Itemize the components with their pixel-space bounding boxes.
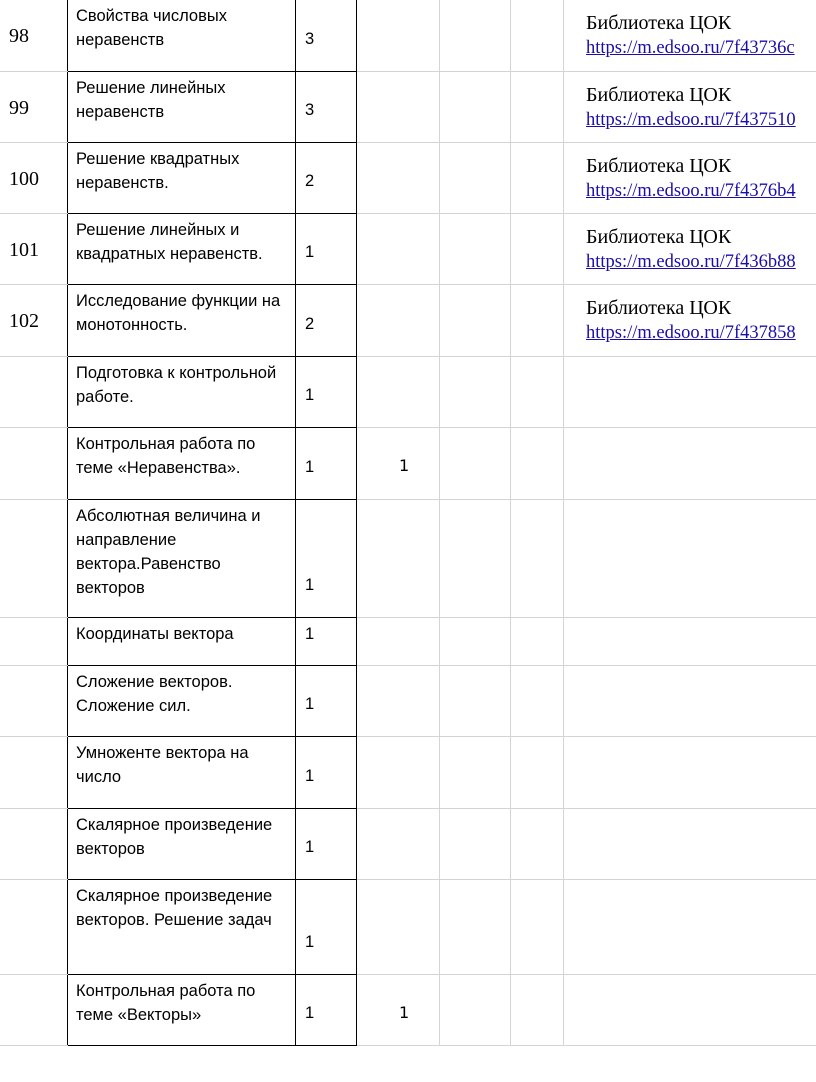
lesson-hours-cell xyxy=(296,880,357,975)
practical-works-cell xyxy=(440,975,511,1046)
lesson-hours: 1 xyxy=(305,933,315,951)
control-works-cell xyxy=(357,975,440,1046)
date-cell xyxy=(511,72,564,143)
resource-link[interactable]: https://m.edsoo.ru/7f43736c xyxy=(586,38,795,58)
resource-title xyxy=(564,666,816,676)
resource-title: Библиотека ЦОК xyxy=(586,84,732,106)
lesson-number xyxy=(0,618,67,643)
lesson-hours: 2 xyxy=(305,315,315,333)
lesson-topic: Контрольная работа по теме «Неравенства». xyxy=(76,435,256,477)
practical-works-cell xyxy=(440,0,511,72)
resource-link[interactable]: https://m.edsoo.ru/7f437510 xyxy=(586,110,796,130)
practical-works-cell xyxy=(440,357,511,428)
lesson-hours-cell xyxy=(296,500,357,618)
date-cell xyxy=(511,357,564,428)
table-row xyxy=(0,737,816,809)
lesson-number xyxy=(0,428,67,453)
lesson-hours: 3 xyxy=(305,30,315,48)
control-works-cell xyxy=(357,809,440,880)
lesson-number-cell xyxy=(0,143,68,214)
lesson-topic-cell xyxy=(68,666,296,737)
lesson-topic: Свойства числовых неравенств xyxy=(76,7,227,49)
resource-title xyxy=(564,737,816,747)
lesson-hours: 1 xyxy=(305,386,315,404)
control-works-count: 1 xyxy=(399,1003,410,1022)
date-cell xyxy=(511,500,564,618)
lesson-hours-cell xyxy=(296,975,357,1046)
resource-link[interactable]: https://m.edsoo.ru/7f436b88 xyxy=(586,252,796,272)
resource-title xyxy=(564,618,816,628)
lesson-topic: Координаты вектора xyxy=(76,625,234,643)
lesson-topic: Скалярное произведение векторов xyxy=(76,816,273,858)
lesson-topic: Умноженте вектора на число xyxy=(76,744,249,786)
lesson-number: 100 xyxy=(9,168,39,190)
lesson-topic-cell xyxy=(68,143,296,214)
lesson-number: 101 xyxy=(9,239,39,261)
control-works-cell xyxy=(357,143,440,214)
lesson-number-cell xyxy=(0,500,68,618)
digital-resource-cell xyxy=(564,72,816,143)
lesson-hours: 1 xyxy=(305,243,315,261)
lesson-topic-cell xyxy=(68,72,296,143)
lesson-topic-cell xyxy=(68,285,296,357)
lesson-number xyxy=(0,737,67,762)
date-cell xyxy=(511,737,564,809)
lesson-hours-cell xyxy=(296,214,357,285)
lesson-hours-cell xyxy=(296,737,357,809)
lesson-topic: Абсолютная величина и направление вектора.Равенство векторов xyxy=(76,507,261,597)
lesson-topic: Исследование функции на монотонность. xyxy=(76,292,281,334)
digital-resource-cell xyxy=(564,143,816,214)
lesson-hours-cell xyxy=(296,666,357,737)
resource-title xyxy=(564,975,816,985)
control-works-cell xyxy=(357,285,440,357)
table-row xyxy=(0,428,816,500)
lesson-number-cell xyxy=(0,975,68,1046)
control-works-cell xyxy=(357,214,440,285)
lesson-hours-cell xyxy=(296,809,357,880)
control-works-cell xyxy=(357,428,440,500)
lesson-number: 98 xyxy=(9,25,29,47)
lesson-hours-cell xyxy=(296,618,357,666)
control-works-cell xyxy=(357,618,440,666)
date-cell xyxy=(511,618,564,666)
lesson-hours-cell xyxy=(296,0,357,72)
digital-resource-cell xyxy=(564,214,816,285)
control-works-cell xyxy=(357,0,440,72)
lesson-number-cell xyxy=(0,880,68,975)
lesson-number xyxy=(0,357,67,382)
table-row xyxy=(0,0,816,72)
practical-works-cell xyxy=(440,72,511,143)
date-cell xyxy=(511,809,564,880)
lesson-number-cell xyxy=(0,618,68,666)
lesson-number xyxy=(0,880,67,905)
lesson-hours-cell xyxy=(296,428,357,500)
lesson-number xyxy=(0,975,67,1000)
date-cell xyxy=(511,214,564,285)
practical-works-cell xyxy=(440,809,511,880)
lesson-hours: 1 xyxy=(305,767,315,785)
digital-resource-cell xyxy=(564,666,816,737)
table-row xyxy=(0,357,816,428)
lesson-hours-cell xyxy=(296,143,357,214)
digital-resource-cell xyxy=(564,0,816,72)
date-cell xyxy=(511,666,564,737)
control-works-cell xyxy=(357,500,440,618)
lesson-number-cell xyxy=(0,214,68,285)
lesson-number-cell xyxy=(0,737,68,809)
lesson-number-cell xyxy=(0,72,68,143)
practical-works-cell xyxy=(440,500,511,618)
lesson-number-cell xyxy=(0,357,68,428)
lesson-topic: Решение линейных неравенств xyxy=(76,79,226,121)
resource-title xyxy=(564,428,816,438)
digital-resource-cell xyxy=(564,737,816,809)
lesson-topic-cell xyxy=(68,809,296,880)
lesson-hours: 1 xyxy=(305,1004,315,1022)
date-cell xyxy=(511,143,564,214)
lesson-number-cell xyxy=(0,428,68,500)
lesson-number: 102 xyxy=(9,310,39,332)
date-cell xyxy=(511,285,564,357)
resource-title: Библиотека ЦОК xyxy=(586,297,732,319)
practical-works-cell xyxy=(440,285,511,357)
resource-link[interactable]: https://m.edsoo.ru/7f4376b4 xyxy=(586,181,796,201)
lesson-hours: 1 xyxy=(305,695,315,713)
lesson-topic: Решение линейных и квадратных неравенств. xyxy=(76,221,263,263)
lesson-hours: 2 xyxy=(305,172,315,190)
digital-resource-cell xyxy=(564,500,816,618)
control-works-cell xyxy=(357,357,440,428)
control-works-cell xyxy=(357,72,440,143)
date-cell xyxy=(511,880,564,975)
control-works-cell xyxy=(357,737,440,809)
resource-title xyxy=(564,500,816,510)
lesson-hours: 3 xyxy=(305,101,315,119)
lesson-topic-cell xyxy=(68,0,296,72)
lesson-topic-cell xyxy=(68,618,296,666)
resource-title xyxy=(564,809,816,819)
practical-works-cell xyxy=(440,666,511,737)
table-row xyxy=(0,72,816,143)
lesson-topic: Решение квадратных неравенств. xyxy=(76,150,240,192)
control-works-count: 1 xyxy=(399,456,410,475)
table-row xyxy=(0,880,816,975)
date-cell xyxy=(511,428,564,500)
practical-works-cell xyxy=(440,880,511,975)
practical-works-cell xyxy=(440,214,511,285)
lesson-number-cell xyxy=(0,285,68,357)
lesson-number xyxy=(0,666,67,691)
table-row xyxy=(0,214,816,285)
table-row xyxy=(0,143,816,214)
lesson-number-cell xyxy=(0,809,68,880)
digital-resource-cell xyxy=(564,428,816,500)
digital-resource-cell xyxy=(564,975,816,1046)
lesson-topic-cell xyxy=(68,500,296,618)
lesson-hours: 1 xyxy=(305,576,315,594)
digital-resource-cell xyxy=(564,618,816,666)
table-row xyxy=(0,618,816,666)
table-row xyxy=(0,666,816,737)
digital-resource-cell xyxy=(564,285,816,357)
date-cell xyxy=(511,0,564,72)
lesson-number-cell xyxy=(0,0,68,72)
lesson-topic-cell xyxy=(68,214,296,285)
control-works-cell xyxy=(357,880,440,975)
lesson-number-cell xyxy=(0,666,68,737)
lesson-topic-cell xyxy=(68,357,296,428)
lesson-number: 99 xyxy=(9,97,29,119)
lesson-hours: 1 xyxy=(305,458,315,476)
practical-works-cell xyxy=(440,618,511,666)
resource-title: Библиотека ЦОК xyxy=(586,12,732,34)
table-row xyxy=(0,285,816,357)
resource-title xyxy=(564,357,816,367)
lesson-hours-cell xyxy=(296,285,357,357)
lesson-topic: Контрольная работа по теме «Векторы» xyxy=(76,982,256,1024)
practical-works-cell xyxy=(440,737,511,809)
lesson-hours-cell xyxy=(296,357,357,428)
date-cell xyxy=(511,975,564,1046)
lesson-topic-cell xyxy=(68,880,296,975)
lesson-hours: 1 xyxy=(305,838,315,856)
lesson-topic: Подготовка к контрольной работе. xyxy=(76,364,277,406)
resource-title: Библиотека ЦОК xyxy=(586,226,732,248)
lesson-topic: Скалярное произведение векторов. Решение задач xyxy=(76,887,273,929)
table-row xyxy=(0,975,816,1046)
table-row xyxy=(0,500,816,618)
lesson-topic-cell xyxy=(68,737,296,809)
resource-title: Библиотека ЦОК xyxy=(586,155,732,177)
lesson-topic-cell xyxy=(68,428,296,500)
digital-resource-cell xyxy=(564,357,816,428)
lesson-number xyxy=(0,809,67,834)
table-row xyxy=(0,809,816,880)
control-works-cell xyxy=(357,666,440,737)
digital-resource-cell xyxy=(564,809,816,880)
lesson-topic-cell xyxy=(68,975,296,1046)
practical-works-cell xyxy=(440,428,511,500)
lesson-number xyxy=(0,500,67,525)
practical-works-cell xyxy=(440,143,511,214)
lesson-topic: Сложение векторов. Сложение сил. xyxy=(76,673,233,715)
digital-resource-cell xyxy=(564,880,816,975)
lesson-hours: 1 xyxy=(305,625,315,643)
resource-title xyxy=(564,880,816,890)
lesson-hours-cell xyxy=(296,72,357,143)
resource-link[interactable]: https://m.edsoo.ru/7f437858 xyxy=(586,323,796,343)
